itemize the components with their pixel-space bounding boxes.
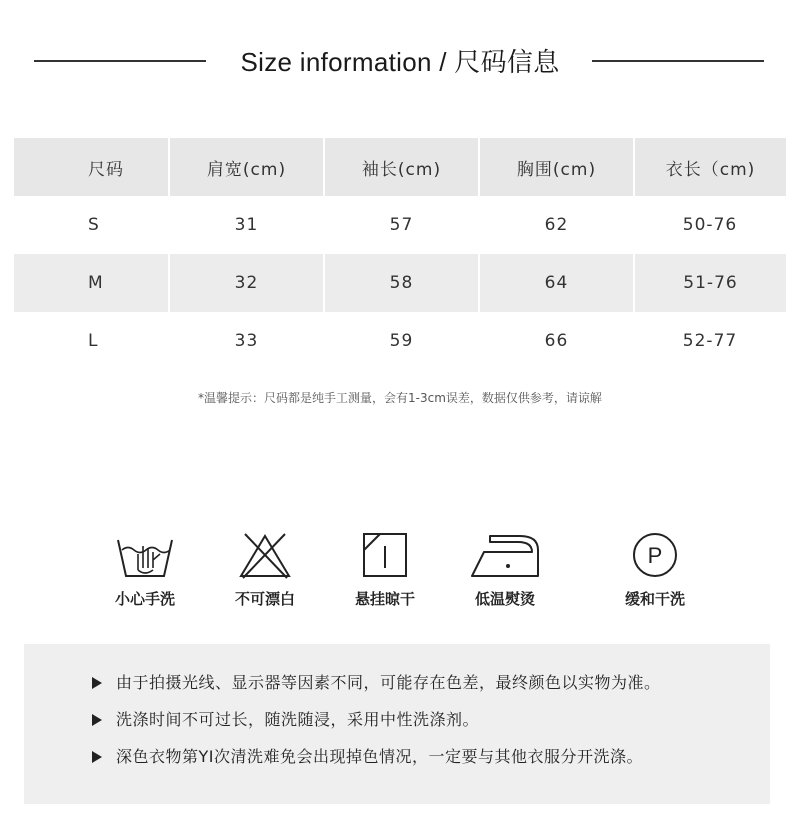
table-cell: S	[88, 215, 100, 235]
table-cell: 51-76	[683, 273, 738, 293]
table-cell: 31	[234, 215, 259, 235]
care-label: 不可漂白	[234, 590, 295, 608]
title-divider-left	[34, 60, 206, 62]
table-row	[14, 312, 786, 370]
table-cell: 32	[169, 254, 324, 312]
note-text: 由于拍摄光线、显示器等因素不同，可能存在色差，最终颜色以实物为准。	[116, 673, 661, 692]
care-label: 低温熨烫	[474, 590, 535, 608]
table-cell: M	[14, 254, 169, 312]
table-cell: 33	[234, 331, 259, 351]
list-item	[92, 742, 661, 779]
table-row	[14, 196, 786, 254]
title-divider-right	[592, 60, 764, 62]
care-label: 缓和干洗	[624, 590, 685, 608]
table-cell: 50-76	[682, 215, 738, 235]
note-text: 洗涤时间不可过长，随洗随浸，采用中性洗涤剂。	[116, 710, 480, 729]
table-row	[14, 254, 786, 312]
table-cell: L	[88, 331, 99, 351]
triangle-bullet-icon	[92, 751, 102, 763]
care-item-hang-dry	[330, 530, 440, 609]
column-header-size: 尺码	[14, 138, 169, 196]
care-notes-list	[92, 668, 661, 779]
list-item	[92, 668, 661, 705]
hand-wash-icon	[114, 530, 176, 580]
column-header-length: 衣长（cm)	[665, 159, 756, 180]
table-cell: 59	[389, 331, 414, 351]
care-item-dry-clean	[600, 530, 710, 609]
list-item	[92, 705, 661, 742]
dry-clean-letter: P	[647, 543, 663, 568]
care-item-no-bleach	[210, 530, 320, 609]
gentle-dry-clean-icon	[630, 530, 680, 580]
table-cell: 64	[479, 254, 634, 312]
table-cell: 52-77	[682, 331, 738, 351]
table-cell: 66	[544, 331, 569, 351]
note-text: 深色衣物第YI次清洗难免会出现掉色情况，一定要与其他衣服分开洗涤。	[116, 747, 643, 766]
table-header-row	[14, 138, 786, 196]
care-notes-box	[24, 644, 770, 804]
triangle-bullet-icon	[92, 677, 102, 689]
table-cell: 62	[544, 215, 569, 235]
column-header-shoulder: 肩宽(cm)	[169, 138, 324, 196]
care-item-low-iron	[450, 530, 560, 609]
size-table	[14, 138, 786, 370]
care-label: 悬挂晾干	[354, 590, 415, 608]
triangle-bullet-icon	[92, 714, 102, 726]
hang-dry-icon	[360, 530, 410, 580]
low-iron-icon	[468, 530, 542, 580]
title-row	[0, 36, 800, 86]
column-header-chest: 胸围(cm)	[479, 138, 634, 196]
care-item-hand-wash	[90, 530, 200, 609]
column-header-sleeve: 袖长(cm)	[324, 138, 479, 196]
page-title: Size information / 尺码信息	[240, 47, 560, 77]
no-bleach-icon	[237, 530, 293, 580]
care-instructions	[110, 530, 710, 620]
measurement-note: *温馨提示：尺码都是纯手工测量，会有1-3cm误差，数据仅供参考，请谅解	[198, 391, 602, 405]
care-label: 小心手洗	[114, 590, 175, 608]
table-cell: 58	[324, 254, 479, 312]
table-cell: 57	[389, 215, 414, 235]
